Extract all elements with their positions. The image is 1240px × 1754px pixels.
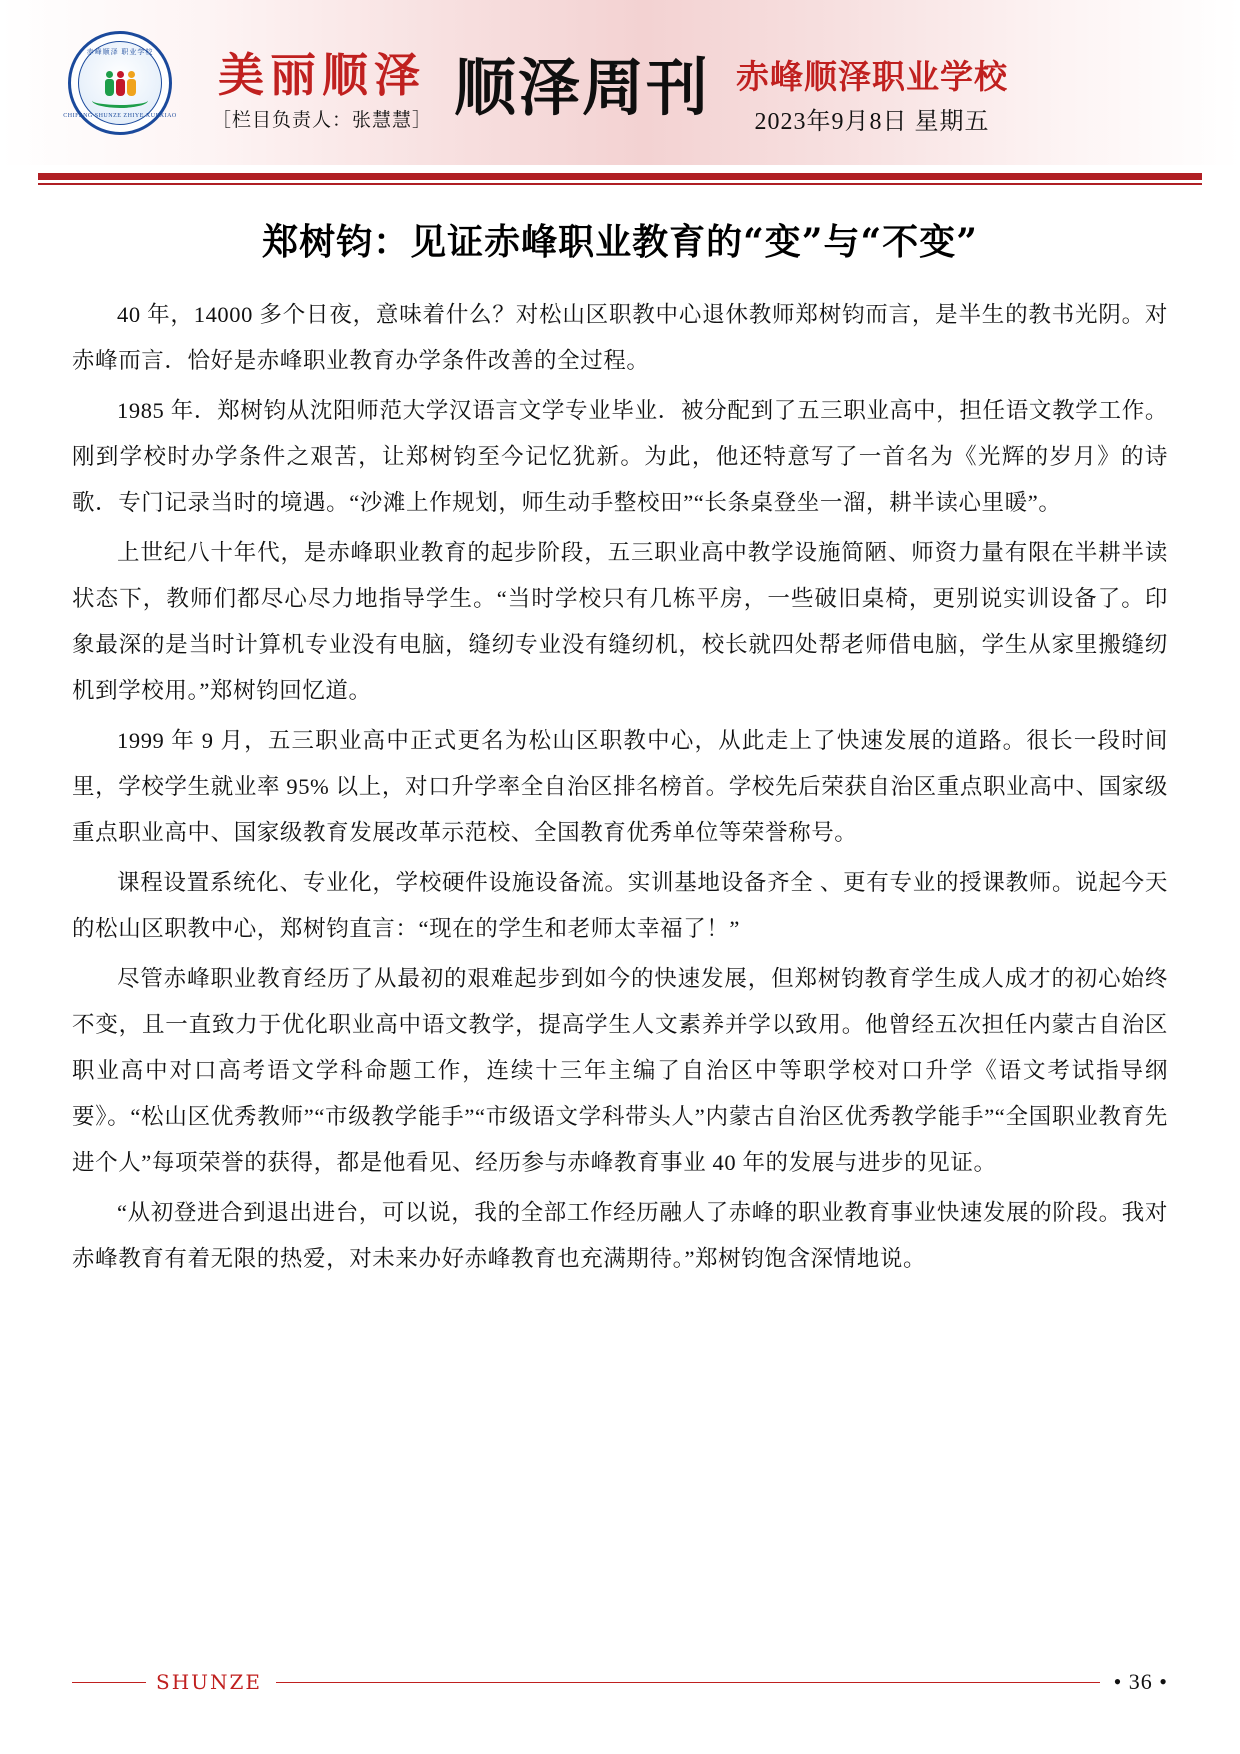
article-paragraph: 上世纪八十年代，是赤峰职业教育的起步阶段，五三职业高中教学设施简陋、师资力量有限在半耕半读状态下，教师们都尽心尽力地指导学生。“当时学校只有几栋平房，一些破旧桌椅，更别说实训设备了。印象最深的是当时计算机专业没有电脑，缝纫专业没有缝纫机，校长就四处帮老师借电脑，学生从家里搬缝纫机到学校用。”郑树钧回忆道。 (72, 539, 1168, 703)
publication-date: 2023年9月8日 星期五 (754, 109, 990, 136)
logo-top-text: 赤峰顺泽 职业学校 (86, 47, 154, 56)
masthead (0, 0, 1240, 165)
footer-brand: SHUNZE (156, 1670, 262, 1694)
logo-bottom-text: CHIFENG SHUNZE ZHIYE XUEXIAO (63, 112, 177, 119)
article-paragraph: 尽管赤峰职业教育经历了从最初的艰难起步到如今的快速发展，但郑树钧教育学生成人成才的初心始终不变，且一直致力于优化职业高中语文教学，提高学生人文素养并学以致用。他曾经五次担任内蒙古自治区职业高中对口高考语文学科命题工作，连续十三年主编了自治区中等职学校对口升学《语文考试指导纲要》。“松山区优秀教师”“市级教学能手”“市级语文学科带头人”内蒙古自治区优秀教学能手”“全国职业教育先进个人”每项荣誉的获得，都是他看见、经历参与赤峰教育事业 40 年的发展与进步的见证。 (72, 965, 1168, 1175)
article-paragraph: 1985 年．郑树钧从沈阳师范大学汉语言文学专业毕业．被分配到了五三职业高中，担任语文教学工作。刚到学校时办学条件之艰苦，让郑树钧至今记忆犹新。为此，他还特意写了一首名为《光辉的岁月》的诗歌．专门记录当时的境遇。“沙滩上作规划，师生动手整校田”“长条桌登坐一溜，耕半读心里暖”。 (72, 397, 1168, 515)
logo-arc-icon (92, 93, 148, 108)
masthead-divider (0, 173, 1240, 185)
footer-rule-right (276, 1682, 1100, 1683)
school-logo (63, 31, 177, 135)
masthead-title-block (212, 29, 1008, 136)
footer-rule-left (72, 1682, 146, 1683)
publication-name: 顺泽周刊 (454, 50, 711, 124)
article-paragraph: “从初登进合到退出进台，可以说，我的全部工作经历融人了赤峰的职业教育事业快速发展的阶段。我对赤峰教育有着无限的热爱，对未来办好赤峰教育也充满期待。”郑树钧饱含深情地说。 (72, 1199, 1168, 1271)
column-title-block (212, 47, 433, 132)
divider-thin (38, 183, 1202, 185)
page-footer (0, 1662, 1240, 1702)
article-paragraph: 40 年，14000 多个日夜，意味着什么？对松山区职教中心退休教师郑树钧而言，是半生的教书光阴。对赤峰而言．恰好是赤峰职业教育办学条件改善的全过程。 (72, 301, 1168, 373)
article-paragraph: 课程设置系统化、专业化，学校硬件设施设备流。实训基地设备齐全 、更有专业的授课教师。说起今天的松山区职教中心，郑树钧直言：“现在的学生和老师太幸福了！” (72, 869, 1168, 941)
page-title: 郑树钧：见证赤峰职业教育的“变”与“不变” (262, 221, 978, 263)
divider-thick (38, 173, 1202, 180)
article (0, 219, 1240, 1282)
school-logo-inner (63, 41, 177, 125)
article-paragraph: 1999 年 9 月，五三职业高中正式更名为松山区职教中心，从此走上了快速发展的道路。很长一段时间里，学校学生就业率 95% 以上，对口升学率全自治区排名榜首。学校先后荣获自治区重点职业高中、国家级重点职业高中、国家级教育发展改革示范校、全国教育优秀单位等荣誉称号。 (72, 727, 1168, 845)
column-responsible-person: ［栏目负责人：张慧慧］ (212, 110, 433, 132)
school-name: 赤峰顺泽职业学校 (736, 56, 1009, 96)
page-number: • 36 • (1113, 1669, 1168, 1694)
column-title: 美丽顺泽 (218, 47, 426, 102)
masthead-right-block (736, 56, 1009, 136)
